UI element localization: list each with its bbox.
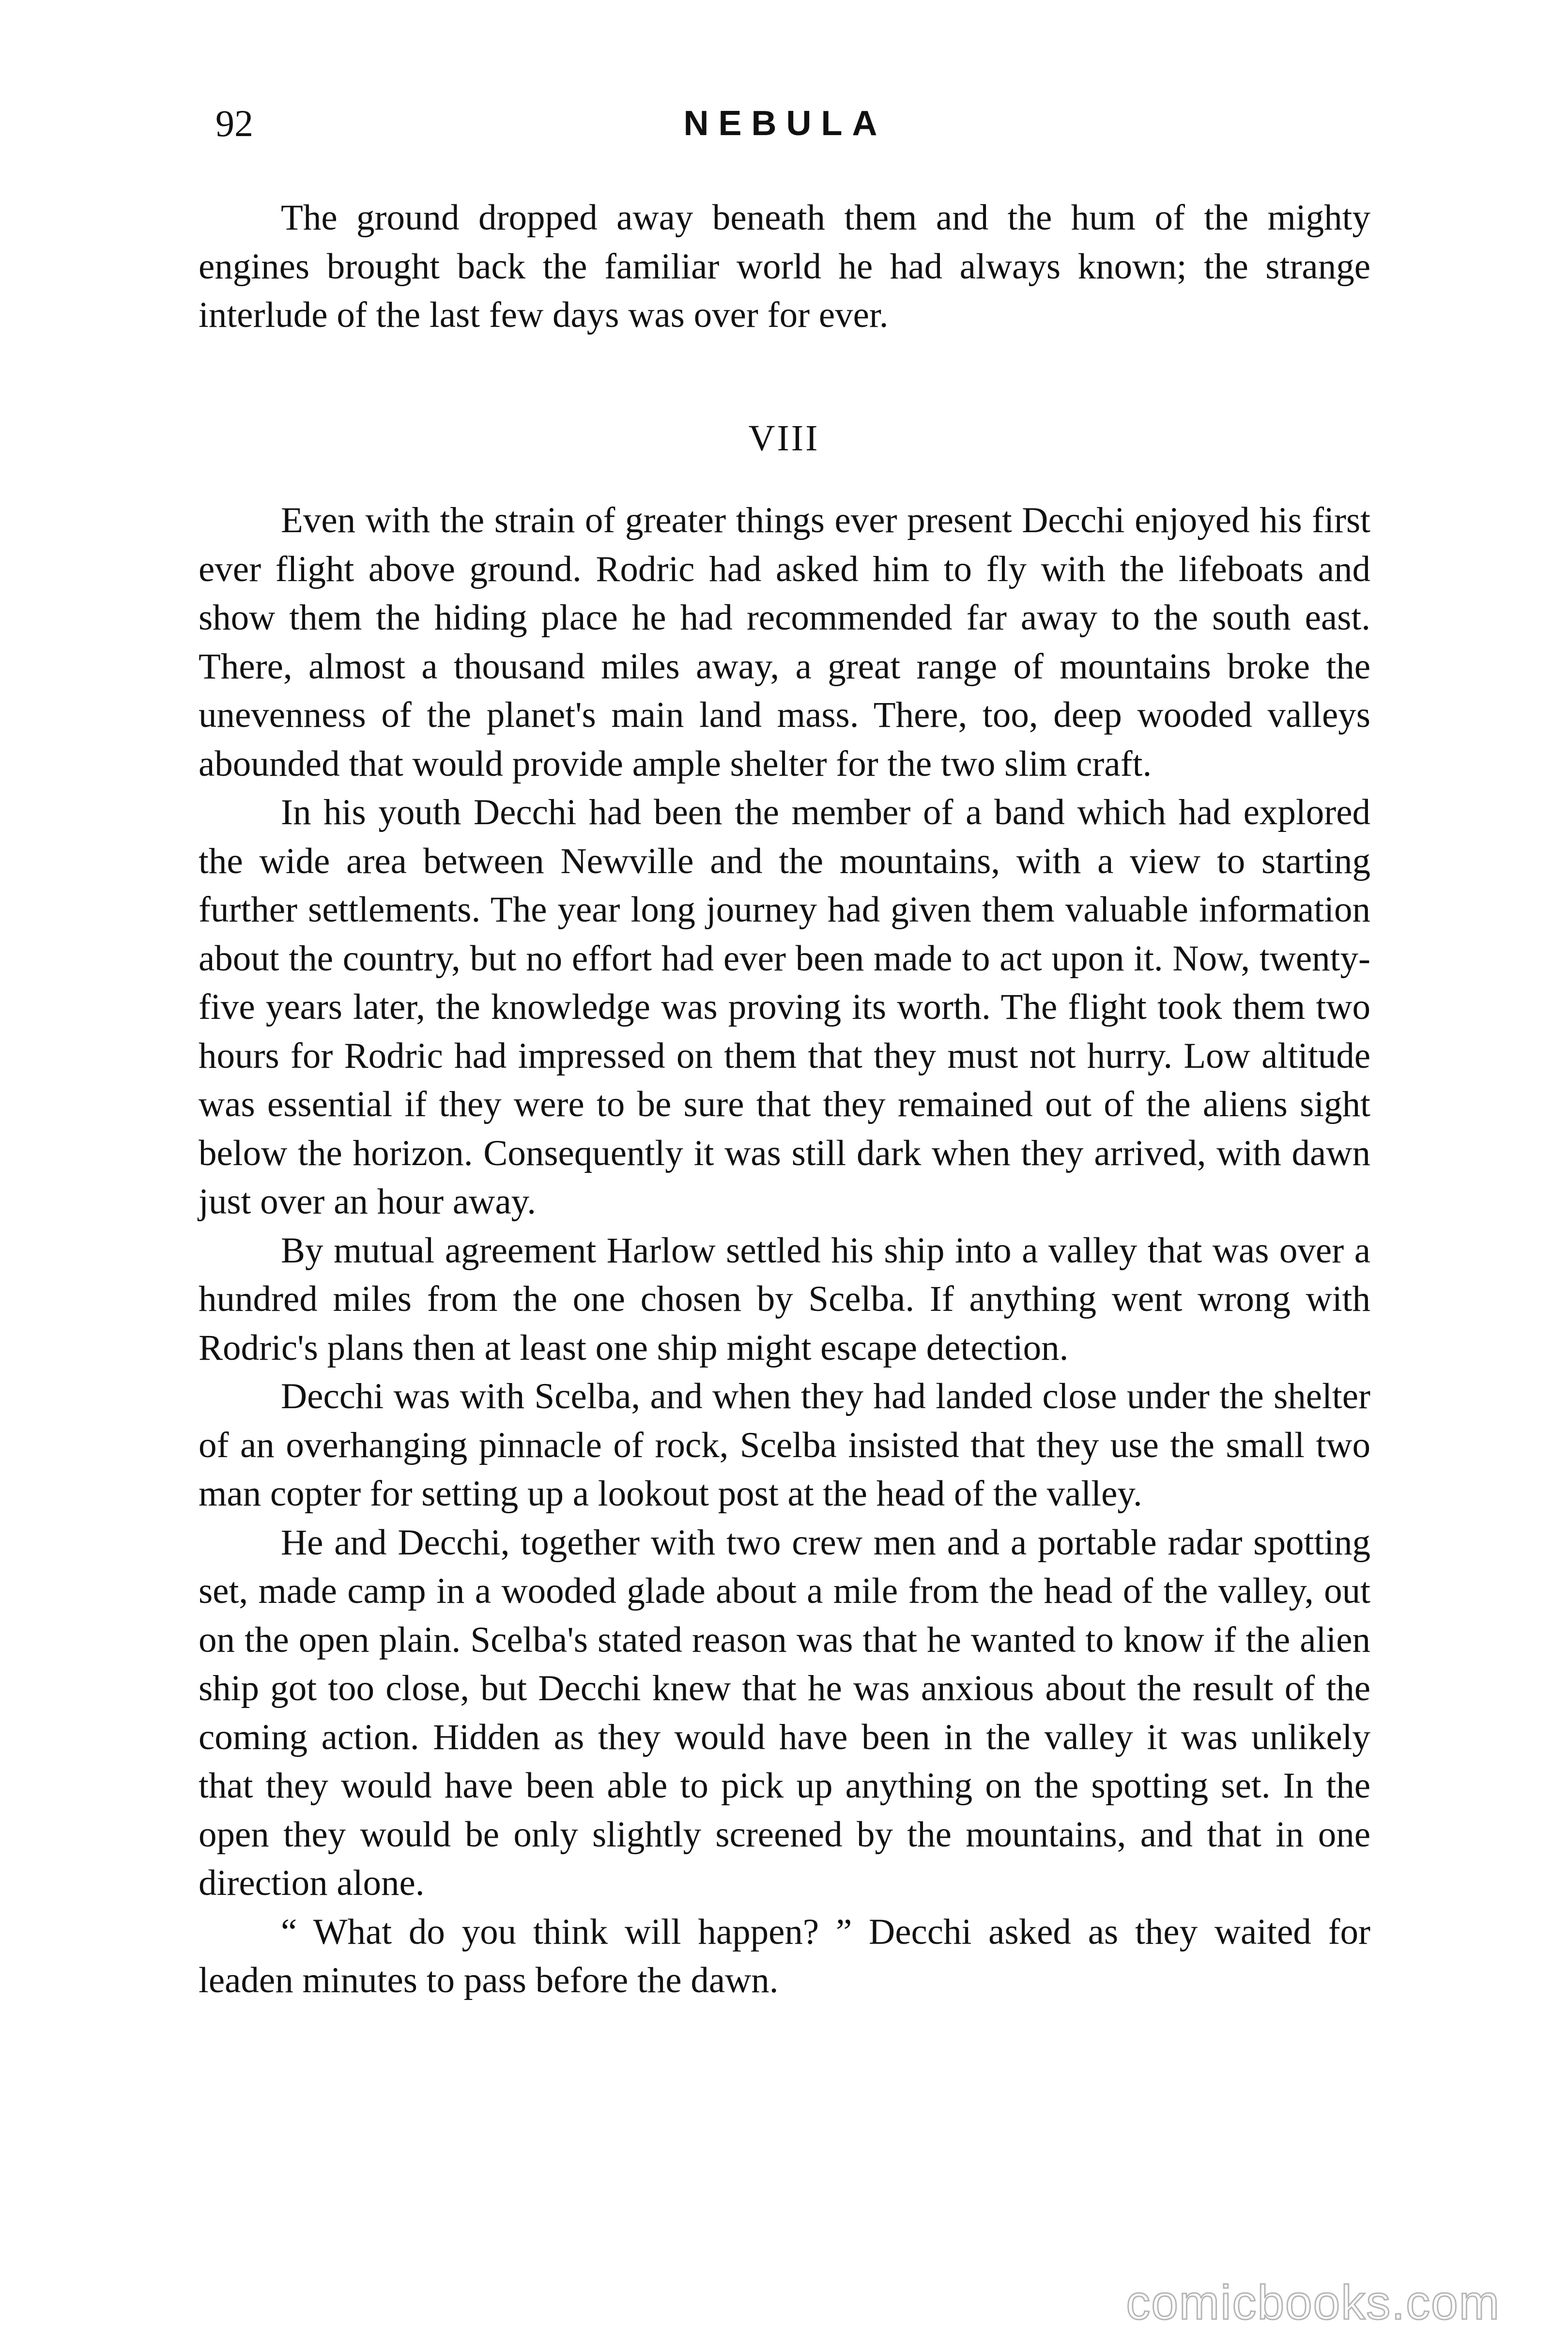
chapter-number: VIII [748, 418, 820, 459]
watermark: comicbooks.com [1126, 2276, 1500, 2330]
page-number: 92 [215, 102, 253, 144]
paragraph-continued: The ground dropped away beneath them and the hum of the mighty engines brought back the familiar world he had always known; the strange interlude of the last few days was over for ever. [199, 198, 1370, 335]
running-head [196, 94, 1374, 153]
continued-text-block [199, 194, 1370, 340]
paragraph: Decchi was with Scelba, and when they had landed close under the shelter of an overhanging pinnacle of rock, Scelba insisted that they use the small two man copter for setting up a lookout post at the head of the valley. [199, 1376, 1370, 1514]
chapter-body [199, 496, 1370, 2005]
paragraph: He and Decchi, together with two crew men and a portable radar spotting set, made camp in a wooded glade about a mile from the head of the valley, out on the open plain. Scelba's stated reason was that he wanted to know if the alien ship got too close, but Decchi knew that he was anxious about the result of the coming action. Hidden as they would have been in the valley it was unlikely that they would have been able to pick up anything on the spotting set. In the open they would be only slightly screened by the mountains, and that in one direction alone. [199, 1522, 1370, 1903]
paragraph: Even with the strain of greater things ever present Decchi enjoyed his first ever flight above ground. Rodric had asked him to fly with the lifeboats and show them the hiding place he had recommended far away to the south east. There, almost a thousand miles away, a great range of mountains broke the unevenness of the planet's main land mass. There, too, deep wooded valleys abounded that would provide ample shelter for the two slim craft. [199, 500, 1370, 784]
paragraph: By mutual agreement Harlow settled his ship into a valley that was over a hundred miles from the one chosen by Scelba. If anything went wrong with Rodric's plans then at least one ship might escape detection. [199, 1230, 1370, 1368]
paragraph: “ What do you think will happen? ” Decchi asked as they waited for leaden minutes to pass before the dawn. [199, 1911, 1370, 2000]
book-title: NEBULA [683, 104, 887, 143]
paragraph: In his youth Decchi had been the member of a band which had explored the wide area between Newville and the mountains, with a view to starting further settlements. The year long journey had given them valuable information about the country, but no effort had ever been made to act upon it. Now, twenty-five years later, the knowledge was proving its worth. The flight took them two hours for Rodric had impressed on them that they must not hurry. Low altitude was essential if they were to be sure that they remained out of the aliens sight below the horizon. Consequently it was still dark when they arrived, with dawn just over an hour away. [199, 792, 1370, 1222]
